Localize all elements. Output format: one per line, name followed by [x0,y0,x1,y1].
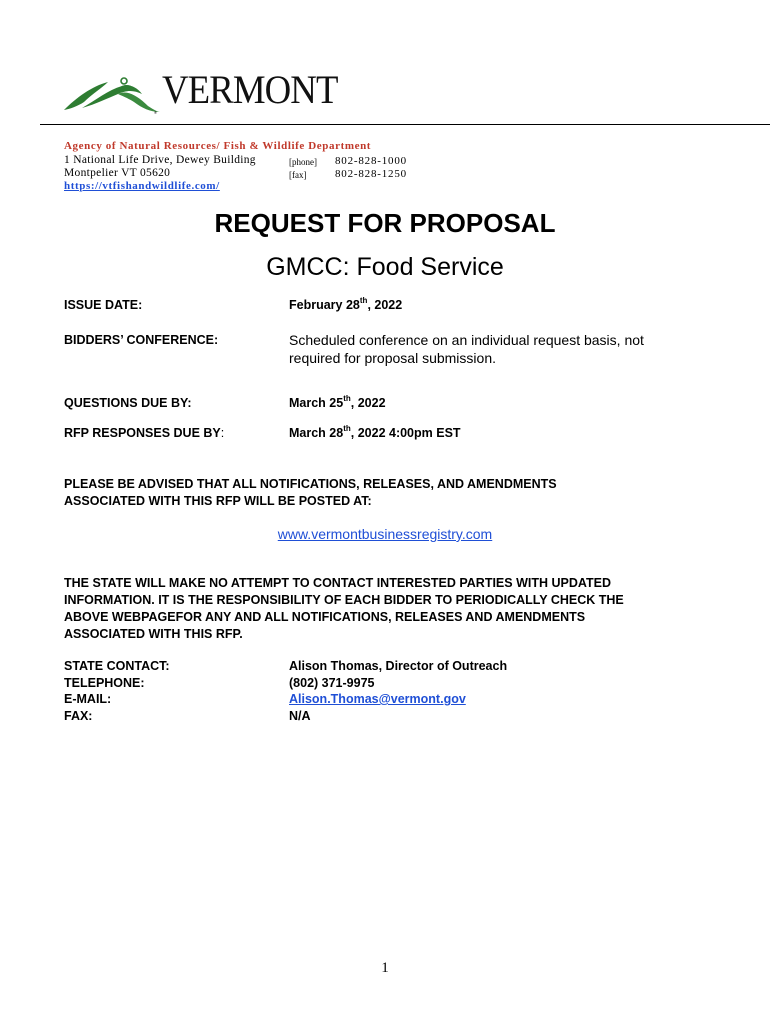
mountain-logo-icon [62,72,162,116]
vermont-logo [62,67,342,116]
phone-value: 802-828-1000 [335,155,407,167]
address-line-2: Montpelier VT 05620 [64,167,171,179]
page-number: 1 [381,960,389,976]
business-registry-link[interactable]: www.vermontbusinessregistry.com [277,526,493,542]
phone-label: [phone] [289,157,317,167]
email-link[interactable]: Alison.Thomas@vermont.gov [289,692,466,706]
issue-date-label: ISSUE DATE: [64,298,143,312]
questions-due-label: QUESTIONS DUE BY: [64,396,192,410]
issue-date-value: February 28th, 2022 [289,296,403,312]
bidders-conference-label: BIDDERS’ CONFERENCE: [64,333,219,347]
questions-due-value: March 25th, 2022 [289,394,386,410]
responses-due-label: RFP RESPONSES DUE BY: [64,426,225,440]
logo-wordmark: VERMONT [162,67,338,112]
contact-values [289,658,507,724]
fax-contact-value: N/A [289,708,311,723]
address-line-1: 1 National Life Drive, Dewey Building [64,154,256,166]
email-label: E-MAIL: [64,692,112,706]
state-contact-label: STATE CONTACT: [64,659,170,673]
contact-disclaimer: THE STATE WILL MAKE NO ATTEMPT TO CONTACT INTERESTED PARTIES WITH UPDATED INFORMATION. IT IS THE RESPONSIBILITY OF EACH BIDDER TO PERIODICALLY CHECK THE ABOVE WEBPAGEFOR ANY AND ALL NOTIFICATIONS, RELEASES AND AMENDMENTS ASSOCIATED WITH THIS RFP. [64,576,624,641]
agency-name: Agency of Natural Resources/ Fish & Wildlife Department [64,140,372,152]
telephone-value: (802) 371-9975 [289,675,375,690]
fax-contact-label: FAX: [64,708,93,723]
fax-label: [fax] [289,170,307,180]
bidders-conference-value: Scheduled conference on an individual request basis, not required for proposal submission. [289,332,644,366]
responses-due-value: March 28th, 2022 4:00pm EST [289,424,461,440]
telephone-label: TELEPHONE: [64,675,145,690]
svg-text:®: ® [154,110,157,115]
posting-notice: PLEASE BE ADVISED THAT ALL NOTIFICATIONS, RELEASES, AND AMENDMENTS ASSOCIATED WITH THIS RFP WILL BE POSTED AT: [64,477,557,508]
fax-value: 802-828-1250 [335,168,407,180]
document-title: REQUEST FOR PROPOSAL [214,208,556,238]
header-divider [40,124,770,125]
state-contact-value: Alison Thomas, Director of Outreach [289,659,508,673]
agency-website-link[interactable]: https://vtfishandwildlife.com/ [64,180,220,192]
contact-labels [64,658,170,724]
document-subtitle: GMCC: Food Service [266,253,504,281]
